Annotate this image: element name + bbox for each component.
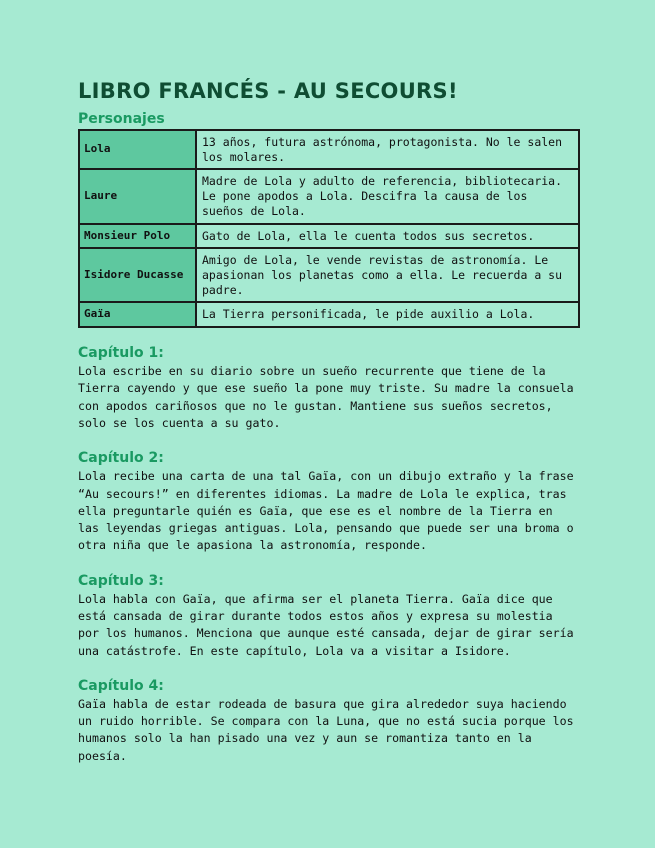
chapter-text: Gaïa habla de estar rodeada de basura que gira alrededor suya haciendo un ruido horrible. Se compara con la Luna, que no está sucia porque los humanos solo la han pisado una vez y aun se romantiza tanto en la poesía.	[78, 696, 574, 763]
table-row	[79, 248, 579, 302]
character-name: Gaïa	[79, 302, 196, 327]
table-row	[79, 224, 579, 249]
character-description: La Tierra personificada, le pide auxilio a Lola.	[196, 302, 579, 327]
character-description: Madre de Lola y adulto de referencia, bibliotecaria. Le pone apodos a Lola. Descifra la causa de los sueños de Lola.	[196, 169, 579, 223]
characters-table	[78, 129, 580, 328]
chapter-heading: Capítulo 4:	[78, 677, 164, 694]
chapter-section	[78, 449, 580, 554]
character-name: Laure	[79, 169, 196, 223]
chapter-heading: Capítulo 3:	[78, 572, 164, 589]
document-page	[78, 78, 580, 765]
chapter-text: Lola habla con Gaïa, que afirma ser el planeta Tierra. Gaïa dice que está cansada de girar durante todos estos años y expresa su molestia por los humanos. Menciona que aunque esté cansada, dejar de girar sería una catástrofe. En este capítulo, Lola va a visitar a Isidore.	[78, 591, 574, 658]
chapter-heading: Capítulo 1:	[78, 345, 164, 362]
table-row	[79, 169, 579, 223]
character-name: Lola	[79, 130, 196, 169]
chapter-section	[78, 344, 580, 432]
document-title: LIBRO FRANCÉS - AU SECOURS!	[78, 79, 458, 103]
character-name: Isidore Ducasse	[79, 248, 196, 302]
chapter-section	[78, 572, 580, 660]
character-description: Amigo de Lola, le vende revistas de astronomía. Le apasionan los planetas como a ella. Le recuerda a su padre.	[196, 248, 579, 302]
chapter-heading: Capítulo 2:	[78, 450, 164, 467]
character-description: 13 años, futura astrónoma, protagonista. No le salen los molares.	[196, 130, 579, 169]
chapter-section	[78, 677, 580, 765]
character-description: Gato de Lola, ella le cuenta todos sus secretos.	[196, 224, 579, 249]
table-row	[79, 302, 579, 327]
chapter-text: Lola escribe en su diario sobre un sueño recurrente que tiene de la Tierra cayendo y que ese sueño la pone muy triste. Su madre la consuela con apodos cariñosos que no le gustan. Mantiene sus sueños secretos, solo se los cuenta a su gato.	[78, 364, 574, 430]
character-name: Monsieur Polo	[79, 224, 196, 249]
chapter-text: Lola recibe una carta de una tal Gaïa, con un dibujo extraño y la frase “Au secours!” en diferentes idiomas. La madre de Lola le explica, tras ella preguntarle quién es Gaïa, que ese es el nombre de la Tierra en las leyendas griegas antiguas. Lola, pensando que puede ser una broma o otra niña que le apasiona la astronomía, responde.	[78, 469, 574, 553]
personajes-heading: Personajes	[78, 111, 165, 127]
table-row	[79, 130, 579, 169]
